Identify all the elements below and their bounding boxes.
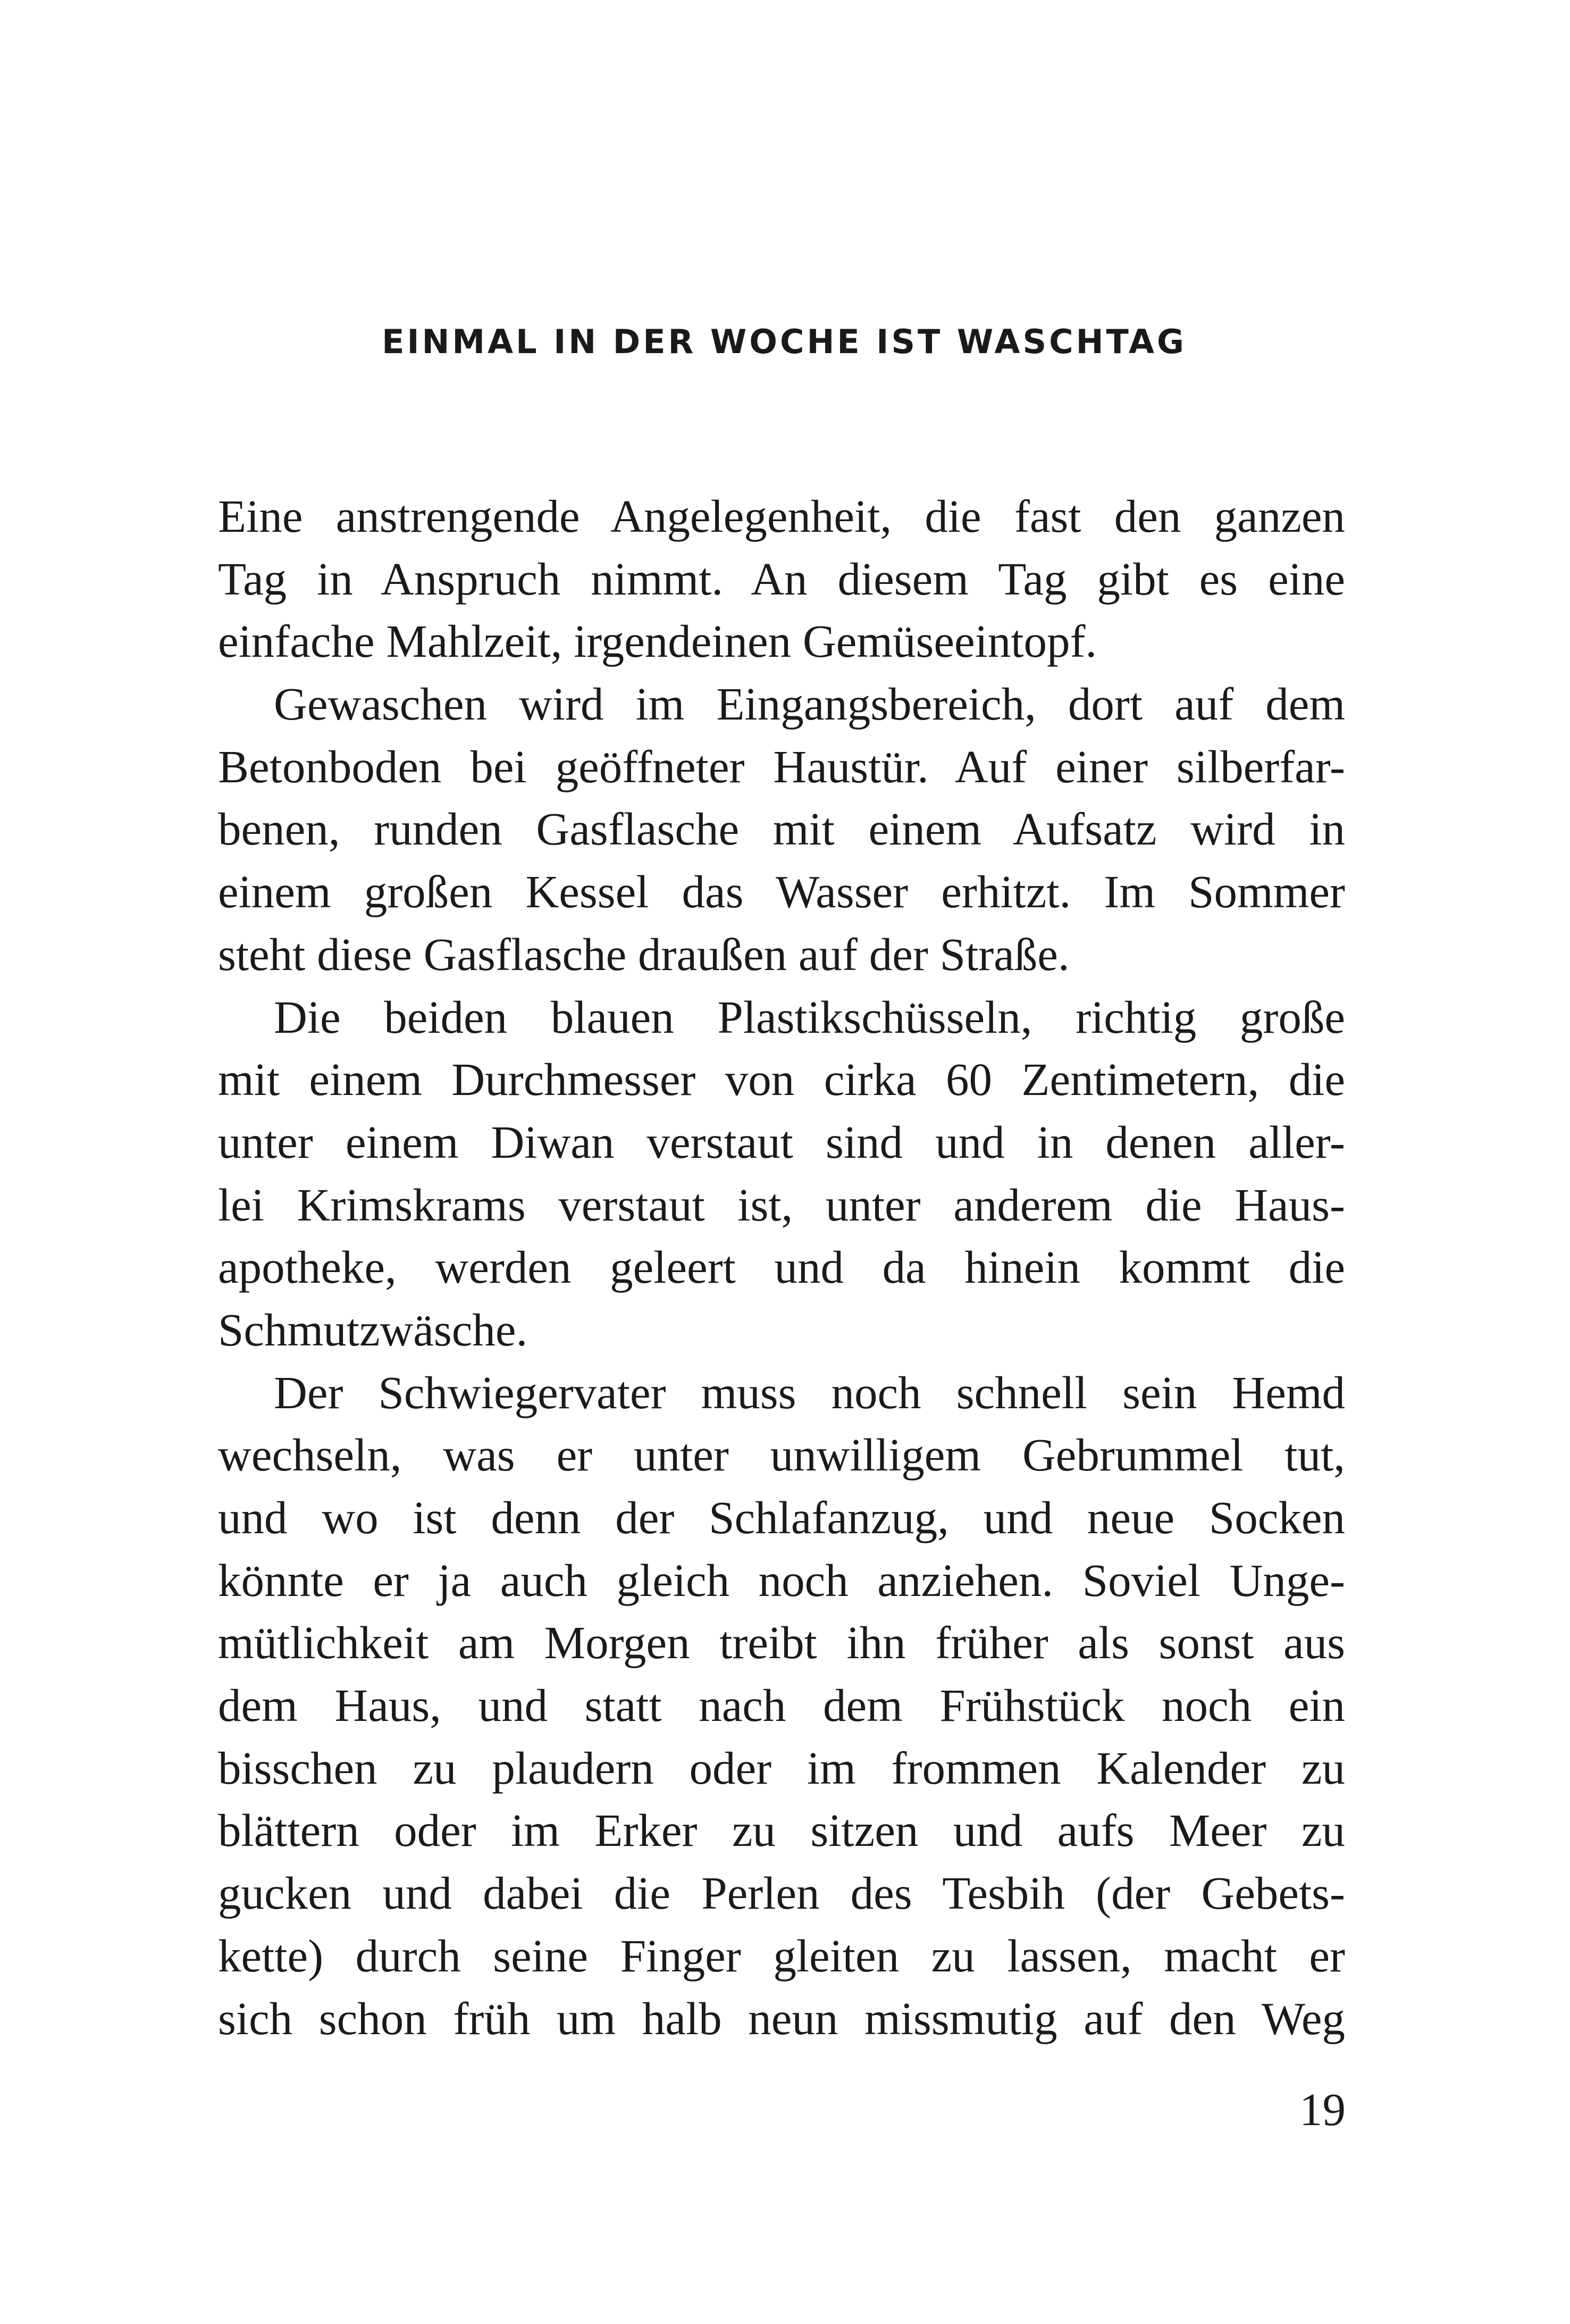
body-text — [218, 485, 1345, 2050]
paragraph-2 — [218, 673, 1345, 985]
text-line: steht diese Gasflasche draußen auf der Straße. — [218, 928, 1070, 980]
text-line: blättern oder im Erker zu sitzen und aufs Meer zu — [218, 1804, 1345, 1857]
text-line: Gewaschen wird im Eingangsbereich, dort auf dem — [274, 678, 1345, 730]
text-line: unter einem Diwan verstaut sind und in denen aller- — [218, 1116, 1345, 1168]
text-line: Schmutzwäsche. — [218, 1303, 528, 1356]
page-number: 19 — [1299, 2084, 1346, 2135]
chapter-heading: EINMAL IN DER WOCHE IST WASCHTAG — [382, 322, 1187, 361]
paragraph-4 — [218, 1361, 1345, 2050]
text-line: kette) durch seine Finger gleiten zu lassen, macht er — [218, 1929, 1345, 1982]
text-line: lei Krimskrams verstaut ist, unter anderem die Haus- — [218, 1178, 1345, 1231]
text-line: Eine anstrengende Angelegenheit, die fast den ganzen — [218, 490, 1345, 542]
text-line: benen, runden Gasflasche mit einem Aufsatz wird in — [218, 803, 1345, 855]
text-line: Der Schwiegervater muss noch schnell sein Hemd — [274, 1366, 1345, 1418]
text-line: bisschen zu plaudern oder im frommen Kalender zu — [218, 1742, 1345, 1794]
text-line: dem Haus, und statt nach dem Frühstück noch ein — [218, 1679, 1345, 1732]
text-line: mütlichkeit am Morgen treibt ihn früher als sonst aus — [218, 1617, 1345, 1669]
text-line: und wo ist denn der Schlafanzug, und neue Socken — [218, 1492, 1345, 1543]
text-line: einfache Mahlzeit, irgendeinen Gemüseeintopf. — [218, 615, 1097, 667]
paragraph-3 — [218, 986, 1345, 1361]
text-line: wechseln, was er unter unwilligem Gebrummel tut, — [218, 1429, 1345, 1481]
text-line: gucken und dabei die Perlen des Tesbih (der Gebets- — [218, 1867, 1345, 1919]
text-line: sich schon früh um halb neun missmutig auf den Weg — [218, 1992, 1345, 2044]
text-line: apotheke, werden geleert und da hinein kommt die — [218, 1241, 1345, 1293]
text-line: Tag in Anspruch nimmt. An diesem Tag gibt es eine — [218, 553, 1345, 605]
text-line: einem großen Kessel das Wasser erhitzt. Im Sommer — [218, 866, 1345, 918]
text-line: Betonboden bei geöffneter Haustür. Auf einer silberfar- — [218, 740, 1345, 792]
text-line: Die beiden blauen Plastikschüsseln, richtig große — [274, 991, 1345, 1043]
paragraph-1 — [218, 485, 1345, 673]
text-line: mit einem Durchmesser von cirka 60 Zentimetern, die — [218, 1054, 1345, 1106]
text-line: könnte er ja auch gleich noch anziehen. Soviel Unge- — [218, 1554, 1345, 1606]
